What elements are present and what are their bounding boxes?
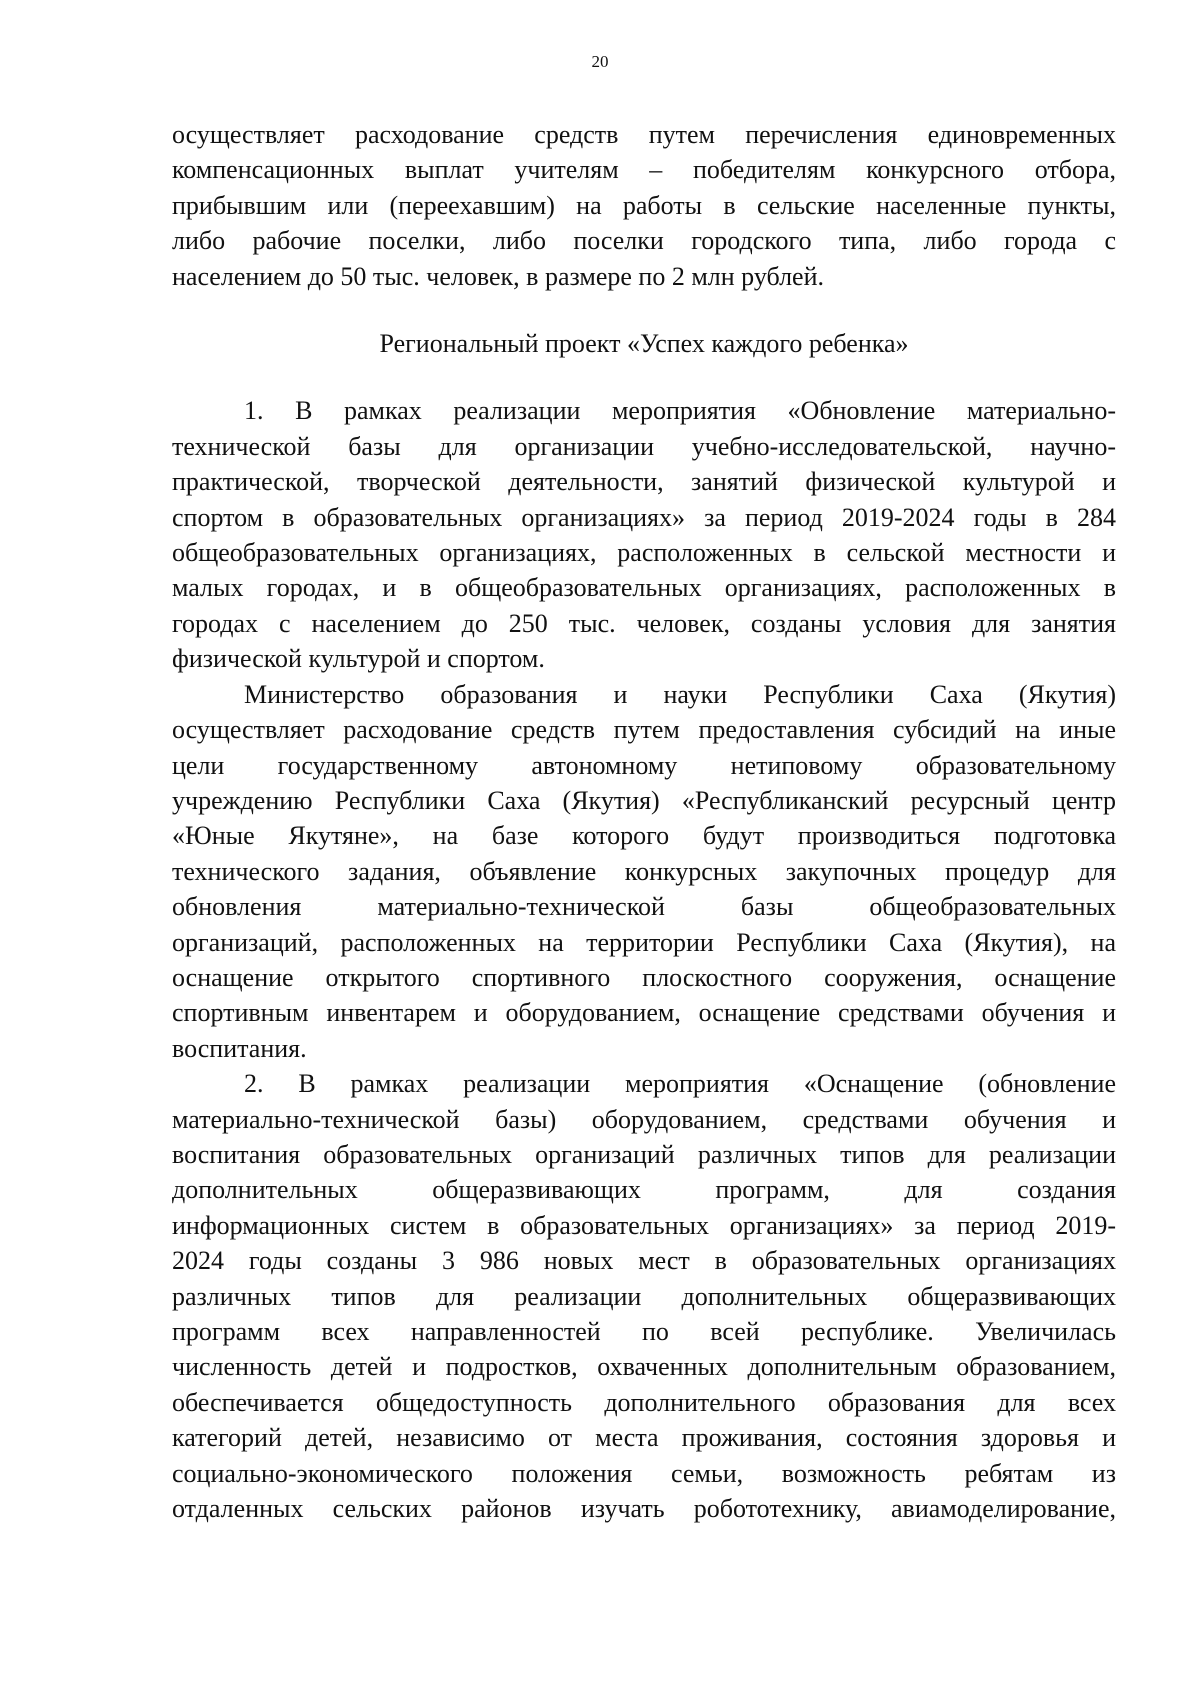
text-line: компенсационных выплат учителям – победителям конкурсного отбора, <box>172 155 1116 185</box>
intro-paragraph <box>172 117 1116 294</box>
text-line: либо рабочие поселки, либо поселки городского типа, либо города с <box>172 226 1116 256</box>
text-line: программ всех направленностей по всей республике. Увеличилась <box>172 1317 1116 1346</box>
text-line: организаций, расположенных на территории Республики Саха (Якутия), на <box>172 927 1116 957</box>
text-line: 2. В рамках реализации мероприятия «Оснащение (обновление <box>244 1069 1116 1099</box>
text-line: воспитания образовательных организаций различных типов для реализации <box>172 1139 1116 1169</box>
text-line: информационных систем в образовательных организациях» за период 2019- <box>172 1210 1116 1240</box>
text-line: численность детей и подростков, охваченных дополнительным образованием, <box>172 1352 1116 1382</box>
text-line: технической базы для организации учебно-исследовательской, научно- <box>172 431 1116 461</box>
text-line: воспитания. <box>172 1033 307 1063</box>
text-line: различных типов для реализации дополнительных общеразвивающих <box>172 1281 1116 1311</box>
text-line: социально-экономического положения семьи, возможность ребятам из <box>172 1458 1116 1488</box>
text-line: обновления материально-технической базы общеобразовательных <box>172 892 1116 922</box>
text-line: категорий детей, независимо от места проживания, состояния здоровья и <box>172 1423 1116 1453</box>
section-title: Региональный проект «Успех каждого ребенка» <box>379 329 909 359</box>
ministry-paragraph <box>172 677 1116 1066</box>
page-content <box>172 117 1116 1526</box>
text-line: физической культурой и спортом. <box>172 644 545 674</box>
text-line: обеспечивается общедоступность дополнительного образования для всех <box>172 1387 1116 1417</box>
text-line: осуществляет расходование средств путем предоставления субсидий на иные <box>172 715 1116 745</box>
text-line: осуществляет расходование средств путем перечисления единовременных <box>172 120 1116 149</box>
text-line: спортивным инвентарем и оборудованием, оснащение средствами обучения и <box>172 998 1116 1028</box>
paragraph-item-2 <box>172 1066 1116 1526</box>
text-line: дополнительных общеразвивающих программ, для создания <box>172 1175 1116 1205</box>
text-line: населением до 50 тыс. человек, в размере по 2 млн рублей. <box>172 261 825 291</box>
text-line: цели государственному автономному нетиповому образовательному <box>172 750 1116 780</box>
page-number: 20 <box>591 52 609 71</box>
text-line: материально-технической базы) оборудованием, средствами обучения и <box>172 1104 1116 1134</box>
paragraph-item-1 <box>172 393 1116 676</box>
text-line: практической, творческой деятельности, занятий физической культурой и <box>172 467 1116 497</box>
text-line: городах с населением до 250 тыс. человек, созданы условия для занятия <box>172 608 1116 638</box>
text-line: малых городах, и в общеобразовательных организациях, расположенных в <box>172 573 1116 603</box>
text-line: 2024 годы созданы 3 986 новых мест в образовательных организациях <box>172 1246 1116 1276</box>
text-line: отдаленных сельских районов изучать робототехнику, авиамоделирование, <box>172 1494 1116 1524</box>
text-line: учреждению Республики Саха (Якутия) «Республиканский ресурсный центр <box>172 785 1116 815</box>
text-line: Министерство образования и науки Республики Саха (Якутия) <box>244 679 1116 709</box>
text-line: «Юные Якутяне», на базе которого будут производиться подготовка <box>172 821 1116 851</box>
text-line: оснащение открытого спортивного плоскостного сооружения, оснащение <box>172 962 1116 992</box>
text-line: технического задания, объявление конкурсных закупочных процедур для <box>172 856 1116 886</box>
text-line: 1. В рамках реализации мероприятия «Обновление материально- <box>244 396 1116 426</box>
text-line: спортом в образовательных организациях» за период 2019-2024 годы в 284 <box>172 502 1116 532</box>
text-line: прибывшим или (переехавшим) на работы в сельские населенные пункты, <box>172 190 1116 220</box>
text-line: общеобразовательных организациях, расположенных в сельской местности и <box>172 538 1116 568</box>
